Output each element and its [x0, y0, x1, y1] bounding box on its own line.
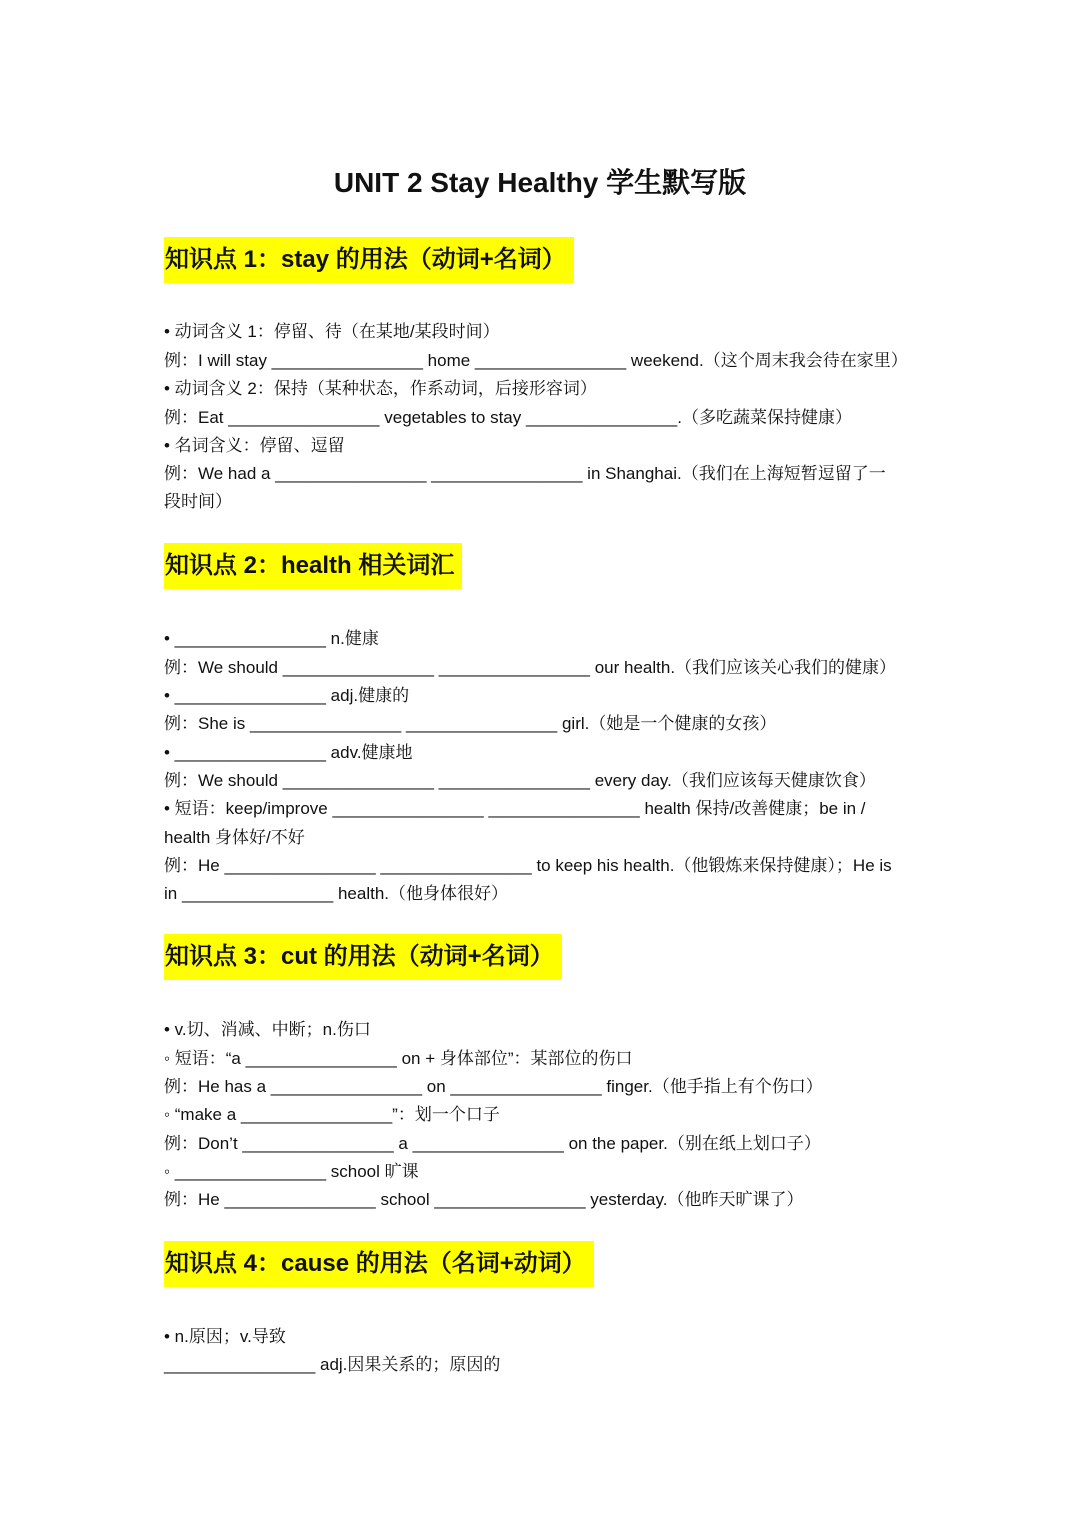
section-4-line: ________________ adj.因果关系的；原因的 [164, 1355, 501, 1374]
section-1-line: 段时间） [164, 492, 232, 511]
section-1-line: 例：Eat ________________ vegetables to stay ________________.（多吃蔬菜保持健康） [164, 408, 852, 427]
section-2-line: health 身体好/不好 [164, 828, 305, 847]
section-3-line: 例：Don’t ________________ a ________________ on the paper.（别在纸上划口子） [164, 1134, 821, 1153]
section-2-heading: 知识点 2：health 相关词汇 [164, 543, 462, 589]
section-2-line: 例：We should ________________ ________________ every day.（我们应该每天健康饮食） [164, 771, 876, 790]
section-3-line: • v.切、消减、中断；n.伤口 [164, 1020, 371, 1039]
section-1-line: • 名词含义：停留、逗留 [164, 436, 345, 455]
section-4-line: • n.原因；v.导致 [164, 1327, 286, 1346]
section-4-heading: 知识点 4：cause 的用法（名词+动词） [164, 1241, 594, 1287]
document-title: UNIT 2 Stay Healthy 学生默写版 [333, 167, 747, 198]
section-2-line: 例：We should ________________ ________________ our health.（我们应该关心我们的健康） [164, 658, 897, 677]
section-3-line: ◦ 短语：“a ________________ on + 身体部位”：某部位的伤口 [164, 1049, 633, 1068]
section-2-line: • ________________ adj.健康的 [164, 686, 410, 705]
section-3-line: 例：He ________________ school ________________ yesterday.（他昨天旷课了） [164, 1190, 804, 1209]
section-2-line: • 短语：keep/improve ________________ ________________ health 保持/改善健康；be in / [164, 799, 866, 818]
section-3-line: ◦ ________________ school 旷课 [164, 1162, 419, 1181]
section-3-line: 例：He has a ________________ on ________________ finger.（他手指上有个伤口） [164, 1077, 823, 1096]
section-2-line: • ________________ n.健康 [164, 629, 379, 648]
section-1-line: • 动词含义 2：保持（某种状态，作系动词，后接形容词） [164, 379, 597, 398]
section-1-line: 例：We had a ________________ ________________ in Shanghai.（我们在上海短暂逗留了一 [164, 464, 886, 483]
section-2-line: 例：He ________________ ________________ to keep his health.（他锻炼来保持健康）；He is [164, 856, 892, 875]
section-2-line: 例：She is ________________ ________________ girl.（她是一个健康的女孩） [164, 714, 777, 733]
section-2-line: • ________________ adv.健康地 [164, 743, 413, 762]
section-3-heading: 知识点 3：cut 的用法（动词+名词） [164, 934, 562, 980]
section-3-line: ◦ “make a ________________”：划一个口子 [164, 1105, 500, 1124]
section-1-heading: 知识点 1：stay 的用法（动词+名词） [164, 237, 574, 283]
section-1-line: 例：I will stay ________________ home ________________ weekend.（这个周末我会待在家里） [164, 351, 908, 370]
section-1-line: • 动词含义 1：停留、待（在某地/某段时间） [164, 322, 500, 341]
section-2-line: in ________________ health.（他身体很好） [164, 884, 508, 903]
